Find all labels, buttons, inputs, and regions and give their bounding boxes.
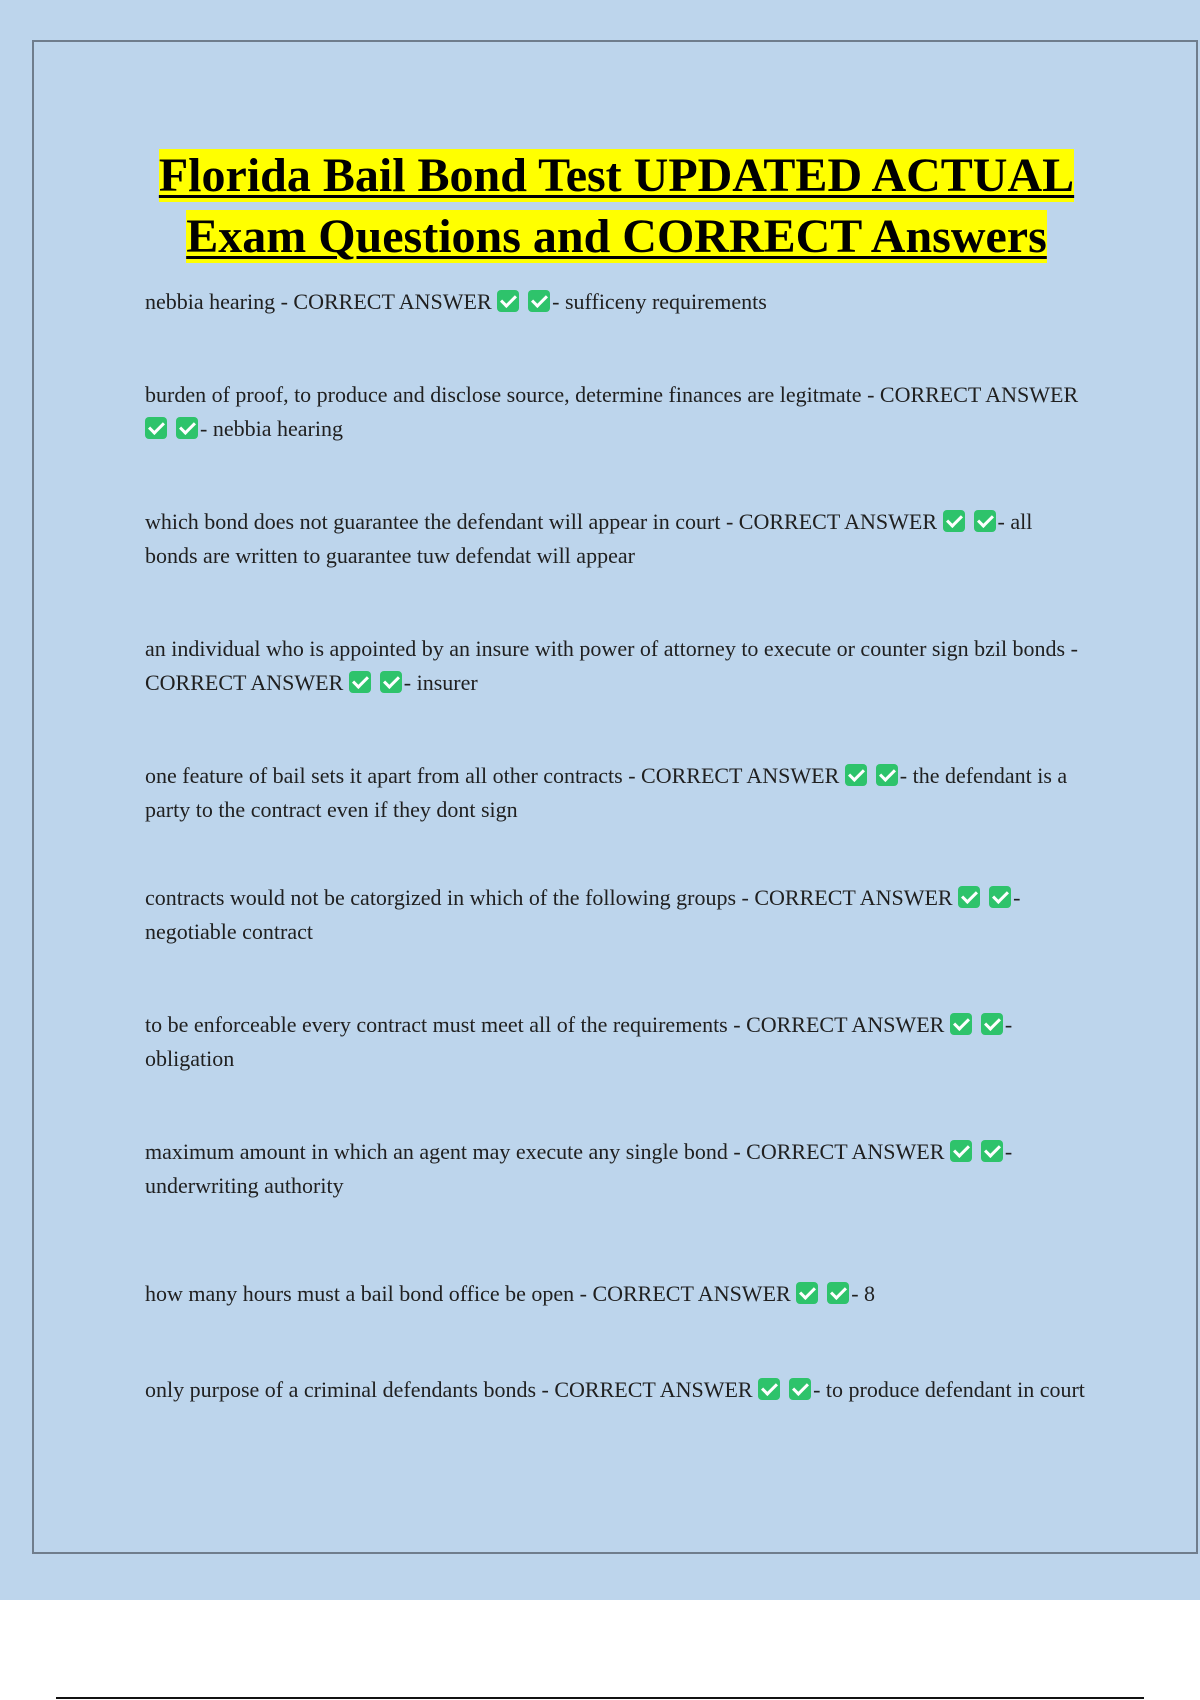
check-mark-icon bbox=[827, 1282, 849, 1304]
qa-item: to be enforceable every contract must meet all of the requirements - CORRECT ANSWER - obligation bbox=[145, 1012, 1013, 1071]
answer-text: underwriting authority bbox=[145, 1173, 344, 1198]
check-mark-icon bbox=[380, 671, 402, 693]
check-mark-icon bbox=[989, 886, 1011, 908]
check-mark-icon bbox=[958, 886, 980, 908]
correct-answer-label: - CORRECT ANSWER bbox=[733, 1012, 945, 1037]
check-mark-icon bbox=[789, 1378, 811, 1400]
qa-item: an individual who is appointed by an insure with power of attorney to execute or counter sign bzil bonds - CORRECT ANSWER - insurer bbox=[145, 636, 1078, 695]
answer-text: obligation bbox=[145, 1046, 235, 1071]
check-mark-icon bbox=[528, 290, 550, 312]
footer-divider bbox=[56, 1697, 1144, 1699]
correct-answer-label: - CORRECT ANSWER bbox=[280, 289, 492, 314]
correct-answer-label: - CORRECT ANSWER bbox=[541, 1377, 753, 1402]
qa-item: maximum amount in which an agent may execute any single bond - CORRECT ANSWER - underwriting authority bbox=[145, 1139, 1013, 1198]
document-title bbox=[159, 149, 1074, 263]
correct-answer-label: - CORRECT ANSWER bbox=[741, 885, 953, 910]
title-line-2: Exam Questions and CORRECT Answers bbox=[186, 210, 1047, 263]
answer-text: sufficeny requirements bbox=[565, 289, 767, 314]
qa-item: nebbia hearing - CORRECT ANSWER - sufficeny requirements bbox=[145, 289, 767, 314]
check-mark-icon bbox=[950, 1013, 972, 1035]
correct-answer-label: - CORRECT ANSWER bbox=[867, 382, 1079, 407]
answer-text: all bonds are written to guarantee tuw defendat will appear bbox=[145, 509, 1033, 568]
check-mark-icon bbox=[758, 1378, 780, 1400]
answer-text: to produce defendant in court bbox=[825, 1377, 1085, 1402]
title-block bbox=[100, 145, 1133, 267]
answer-text: nebbia hearing bbox=[212, 416, 343, 441]
qa-item: burden of proof, to produce and disclose source, determine finances are legitmate - CORRECT ANSWER - nebbia hearing bbox=[145, 382, 1079, 441]
qa-item: which bond does not guarantee the defendant will appear in court - CORRECT ANSWER - all bonds are written to guarantee tuw defendat will appear bbox=[145, 509, 1033, 568]
correct-answer-label: - CORRECT ANSWER bbox=[145, 636, 1078, 695]
qa-item: how many hours must a bail bond office be open - CORRECT ANSWER - 8 bbox=[145, 1281, 876, 1306]
question-text: an individual who is appointed by an insure with power of attorney to execute or counter sign bzil bonds bbox=[145, 636, 1066, 661]
question-text: which bond does not guarantee the defendant will appear in court bbox=[145, 509, 721, 534]
question-text: contracts would not be catorgized in which of the following groups bbox=[145, 885, 737, 910]
correct-answer-label: - CORRECT ANSWER bbox=[733, 1139, 945, 1164]
check-mark-icon bbox=[145, 417, 167, 439]
check-mark-icon bbox=[876, 764, 898, 786]
check-mark-icon bbox=[845, 764, 867, 786]
title-line-1: Florida Bail Bond Test UPDATED ACTUAL bbox=[158, 149, 1075, 202]
correct-answer-label: - CORRECT ANSWER bbox=[628, 763, 840, 788]
correct-answer-label: - CORRECT ANSWER bbox=[579, 1281, 791, 1306]
question-text: one feature of bail sets it apart from all other contracts bbox=[145, 763, 623, 788]
check-mark-icon bbox=[497, 290, 519, 312]
check-mark-icon bbox=[981, 1013, 1003, 1035]
question-text: maximum amount in which an agent may execute any single bond bbox=[145, 1139, 728, 1164]
correct-answer-label: - CORRECT ANSWER bbox=[725, 509, 938, 534]
qa-item: only purpose of a criminal defendants bonds - CORRECT ANSWER - to produce defendant in court bbox=[145, 1377, 1085, 1402]
check-mark-icon bbox=[349, 671, 371, 693]
check-mark-icon bbox=[943, 510, 965, 532]
answer-text: 8 bbox=[864, 1281, 876, 1306]
question-text: burden of proof, to produce and disclose source, determine finances are legitmate bbox=[145, 382, 862, 407]
check-mark-icon bbox=[974, 510, 996, 532]
question-text: nebbia hearing bbox=[145, 289, 276, 314]
qa-item: one feature of bail sets it apart from all other contracts - CORRECT ANSWER - the defendant is a party to the contract even if they dont sign bbox=[145, 763, 1068, 822]
check-mark-icon bbox=[796, 1282, 818, 1304]
qa-item: contracts would not be catorgized in which of the following groups - CORRECT ANSWER - negotiable contract bbox=[145, 885, 1021, 944]
answer-text: the defendant is a party to the contract even if they dont sign bbox=[145, 763, 1068, 822]
check-mark-icon bbox=[176, 417, 198, 439]
check-mark-icon bbox=[950, 1140, 972, 1162]
check-mark-icon bbox=[981, 1140, 1003, 1162]
question-text: how many hours must a bail bond office be open bbox=[145, 1281, 575, 1306]
question-text: only purpose of a criminal defendants bonds bbox=[145, 1377, 537, 1402]
answer-text: negotiable contract bbox=[145, 919, 313, 944]
question-text: to be enforceable every contract must meet all of the requirements bbox=[145, 1012, 728, 1037]
answer-text: insurer bbox=[416, 670, 478, 695]
